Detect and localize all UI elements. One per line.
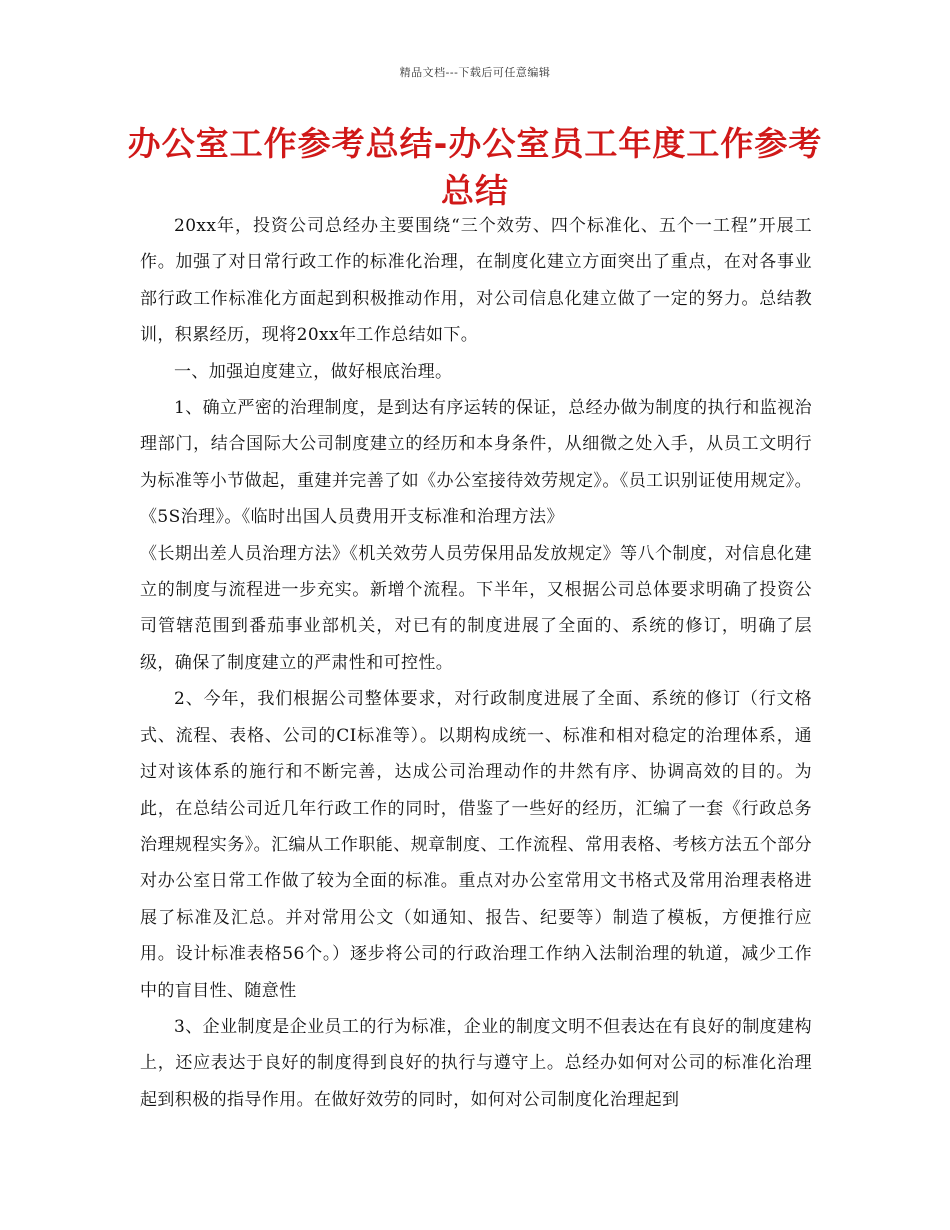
paragraph-item-2: 2、今年，我们根据公司整体要求，对行政制度进展了全面、系统的修订（行文格式、流程、表格、公司的CI标准等）。以期构成统一、标准和相对稳定的治理体系，通过对该体系的施行和不断完善，达成公司治理动作的井然有序、协调高效的目的。为此，在总结公司近几年行政工作的同时，借鉴了一些好的经历，汇编了一套《行政总务治理规程实务》。汇编从工作职能、规章制度、工作流程、常用表格、考核方法五个部分对办公室日常工作做了较为全面的标准。重点对办公室常用文书格式及常用治理表格进展了标准及汇总。并对常用公文（如通知、报告、纪要等）制造了模板，方便推行应用。设计标准表格56个。）逐步将公司的行政治理工作纳入法制治理的轨道，减少工作中的盲目性、随意性 [140, 689, 812, 1001]
header-note: 精品文档---下载后可任意编辑 [399, 66, 551, 79]
document-body [140, 208, 812, 1118]
document-title: 办公室工作参考总结-办公室员工年度工作参考总结 [127, 124, 823, 210]
paragraph-item-1-continued: 《长期出差人员治理方法》《机关效劳人员劳保用品发放规定》等八个制度，对信息化建立的制度与流程进一步充实。新增个流程。下半年，又根据公司总体要求明确了投资公司管辖范围到番茄事业部机关，对已有的制度进展了全面的、系统的修订，明确了层级，确保了制度建立的严肃性和可控性。 [140, 543, 812, 673]
paragraph-item-1: 1、确立严密的治理制度，是到达有序运转的保证，总经办做为制度的执行和监视治理部门，结合国际大公司制度建立的经历和本身条件，从细微之处入手，从员工文明行为标准等小节做起，重建并完善了如《办公室接待效劳规定》。《员工识别证使用规定》。《5S治理》。《临时出国人员费用开支标准和治理方法》 [140, 398, 812, 528]
paragraph-item-3: 3、企业制度是企业员工的行为标准，企业的制度文明不但表达在有良好的制度建构上，还应表达于良好的制度得到良好的执行与遵守上。总经办如何对公司的标准化治理起到积极的指导作用。在做好效劳的同时，如何对公司制度化治理起到 [140, 1016, 812, 1110]
paragraph-intro: 20xx年，投资公司总经办主要围绕“三个效劳、四个标准化、五个一工程”开展工作。加强了对日常行政工作的标准化治理，在制度化建立方面突出了重点，在对各事业部行政工作标准化方面起到积极推动作用，对公司信息化建立做了一定的努力。总结教训，积累经历，现将20xx年工作总结如下。 [140, 216, 812, 346]
section-heading-1: 一、加强迫度建立，做好根底治理。 [174, 361, 453, 382]
